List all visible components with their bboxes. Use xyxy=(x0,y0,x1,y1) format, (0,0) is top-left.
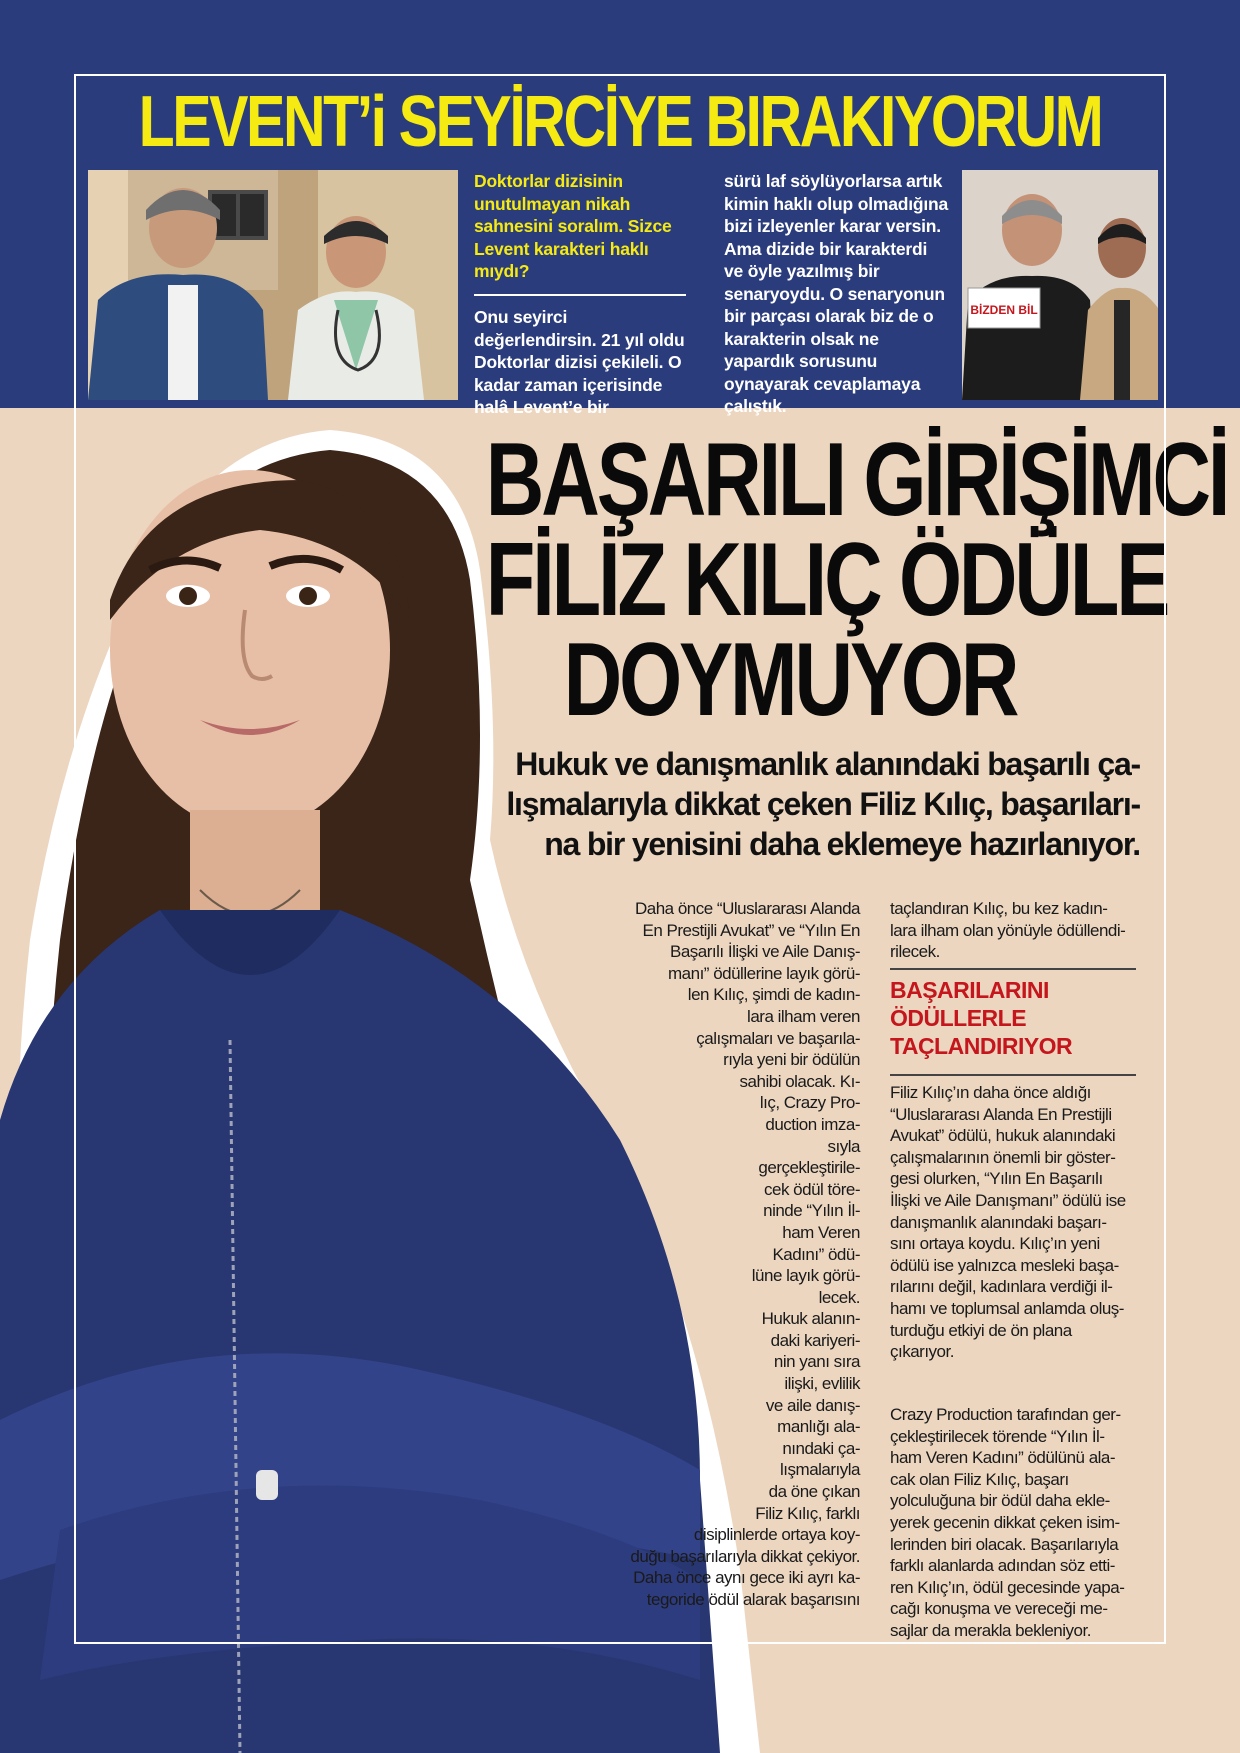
body-line: daki kariyeri- xyxy=(770,1330,860,1350)
headline-line-1: BAŞARILI GİRİŞİMCİ xyxy=(485,422,1228,538)
body-line: farklı alanlarda adından söz etti- xyxy=(890,1556,1115,1576)
section-rule-bottom xyxy=(890,1074,1136,1076)
body-line: duction imza- xyxy=(765,1114,860,1134)
body-line: rılarını değil, kadınlara verdiği il- xyxy=(890,1277,1113,1297)
body-line: Daha önce aynı gece iki ayrı ka- xyxy=(633,1568,860,1588)
body-line: manı” ödüllerine layık görü- xyxy=(668,963,860,983)
body-line: çalışmaları ve başarıla- xyxy=(696,1028,860,1048)
body-line: len Kılıç, şimdi de kadın- xyxy=(687,985,860,1005)
body-line: rıyla yeni bir ödülün xyxy=(723,1050,860,1070)
body-line: nındaki ça- xyxy=(782,1438,860,1458)
body-line: Filiz Kılıç, farklı xyxy=(755,1503,860,1523)
article-column-2-intro xyxy=(890,898,1140,963)
body-line: yolculuğuna bir ödül daha ekle- xyxy=(890,1491,1110,1511)
bizden-bil-photo xyxy=(962,170,1158,400)
body-line: danışmanlık alanındaki başarı- xyxy=(890,1212,1107,1232)
subhead-line: lışmalarıyla dikkat çeken Filiz Kılıç, başarıları- xyxy=(506,786,1140,822)
section-heading xyxy=(890,976,1140,1060)
subhead-line: Hukuk ve danışmanlık alanındaki başarılı ça- xyxy=(515,746,1140,782)
body-line: En Prestijli Avukat” ve “Yılın En xyxy=(642,920,860,940)
body-line: çıkarıyor. xyxy=(890,1342,954,1362)
body-line: yerek gecenin dikkat çeken isim- xyxy=(890,1512,1120,1532)
section-heading-line: BAŞARILARINI xyxy=(890,977,1049,1003)
body-line: gesi olurken, “Yılın En Başarılı xyxy=(890,1169,1103,1189)
body-line: Avukat” ödülü, hukuk alanındaki xyxy=(890,1126,1116,1146)
body-line: ham Veren Kadını” ödülünü ala- xyxy=(890,1448,1116,1468)
section-rule-top xyxy=(890,968,1136,970)
article-column-1 xyxy=(560,898,860,1611)
article-column-2-closing xyxy=(890,1404,1140,1642)
question-divider xyxy=(474,294,686,296)
body-line: disiplinlerde ortaya koy- xyxy=(693,1525,860,1545)
body-line: sıyla xyxy=(827,1136,860,1156)
body-line: taçlandıran Kılıç, bu kez kadın- xyxy=(890,899,1108,918)
body-line: cek ödül töre- xyxy=(764,1179,860,1199)
headline-line-2: FİLİZ KILIÇ ÖDÜLE xyxy=(485,522,1168,638)
body-line: Hukuk alanın- xyxy=(761,1309,860,1329)
body-line: Crazy Production tarafından ger- xyxy=(890,1405,1121,1424)
body-line: tegoride ödül alarak başarısını xyxy=(646,1590,860,1609)
body-line: sını ortaya koydu. Kılıç’ın yeni xyxy=(890,1234,1100,1254)
body-line: nin yanı sıra xyxy=(773,1352,860,1372)
body-line: ham Veren xyxy=(782,1222,860,1242)
interview-answer-continued: sürü laf söylüyorlarsa artık kimin haklı olup olmadığına bizi izleyenler karar versin. Ama dizide bir karakterdi ve öyle yazılmış bir senaryoydu. O senaryonun bir parçası olarak biz de o karakterin olsak ne yapardık sorusunu oynayarak cevaplamaya çalıştık. xyxy=(724,171,949,416)
body-line: sajlar da merakla bekleniyor. xyxy=(890,1620,1091,1640)
body-line: çalışmalarının önemli bir göster- xyxy=(890,1147,1116,1167)
body-line: sahibi olacak. Kı- xyxy=(739,1071,860,1091)
body-line: ninde “Yılın İl- xyxy=(763,1201,860,1221)
body-line: “Uluslararası Alanda En Prestijli xyxy=(890,1104,1112,1124)
body-line: gerçekleştirile- xyxy=(758,1158,860,1178)
section-heading-line: ÖDÜLLERLE xyxy=(890,1005,1027,1031)
body-line: duğu başarılarıyla dikkat çekiyor. xyxy=(630,1546,860,1566)
body-line: cak olan Filiz Kılıç, başarı xyxy=(890,1469,1069,1489)
body-line: turduğu etkiyi de ön plana xyxy=(890,1320,1072,1340)
body-line: Filiz Kılıç’ın daha önce aldığı xyxy=(890,1083,1091,1102)
body-line: lışmalarıyla xyxy=(780,1460,860,1480)
body-line: çekleştirilecek törende “Yılın İl- xyxy=(890,1426,1105,1446)
body-line: lıç, Crazy Pro- xyxy=(759,1093,860,1113)
top-headline: LEVENT’i SEYİRCİYE BIRAKIYORUM xyxy=(138,82,1102,162)
body-line: cağı konuşma ve vereceği me- xyxy=(890,1599,1108,1619)
body-line: lerinden biri olacak. Başarılarıyla xyxy=(890,1534,1119,1554)
body-line: lara ilham olan yönüyle ödüllendi- xyxy=(890,920,1126,940)
interview-answer: Onu seyirci değerlendirsin. 21 yıl oldu Doktorlar dizisi çekileli. O kadar zaman içerisinde halâ Levent’e bir xyxy=(474,307,685,417)
body-line: hamı ve toplumsal anlamda oluş- xyxy=(890,1298,1124,1318)
body-line: ren Kılıç’ın, ödül gecesinde yapa- xyxy=(890,1577,1125,1597)
body-line: ödülü ise yalnızca mesleki başa- xyxy=(890,1255,1119,1275)
body-line: Başarılı İlişki ve Aile Danış- xyxy=(669,942,860,962)
body-line: lüne layık görü- xyxy=(751,1266,860,1286)
section-heading-line: TAÇLANDIRIYOR xyxy=(890,1033,1073,1059)
doctors-scene-photo xyxy=(88,170,458,400)
body-line: ve aile danış- xyxy=(765,1395,860,1415)
headline-line-3: DOYMUYOR xyxy=(563,622,1017,738)
interview-question: Doktorlar dizisinin unutulmayan nikah sahnesini soralım. Sizce Levent karakteri haklı mıydı? xyxy=(474,171,672,281)
body-line: lara ilham veren xyxy=(747,1006,860,1026)
body-line: İlişki ve Aile Danışmanı” ödülü ise xyxy=(890,1190,1126,1210)
body-line: Daha önce “Uluslararası Alanda xyxy=(634,899,860,918)
body-line: Kadını” ödü- xyxy=(772,1244,860,1264)
body-line: da öne çıkan xyxy=(768,1482,860,1502)
body-line: lecek. xyxy=(818,1287,860,1307)
article-column-2-body xyxy=(890,1082,1140,1363)
subhead-line: na bir yenisini daha eklemeye hazırlanıyor. xyxy=(544,826,1140,862)
body-line: ilişki, evlilik xyxy=(784,1374,860,1394)
bizden-bil-sign-text: BİZDEN BİL xyxy=(970,303,1038,317)
body-line: manlığı ala- xyxy=(777,1417,860,1437)
body-line: rilecek. xyxy=(890,942,940,962)
